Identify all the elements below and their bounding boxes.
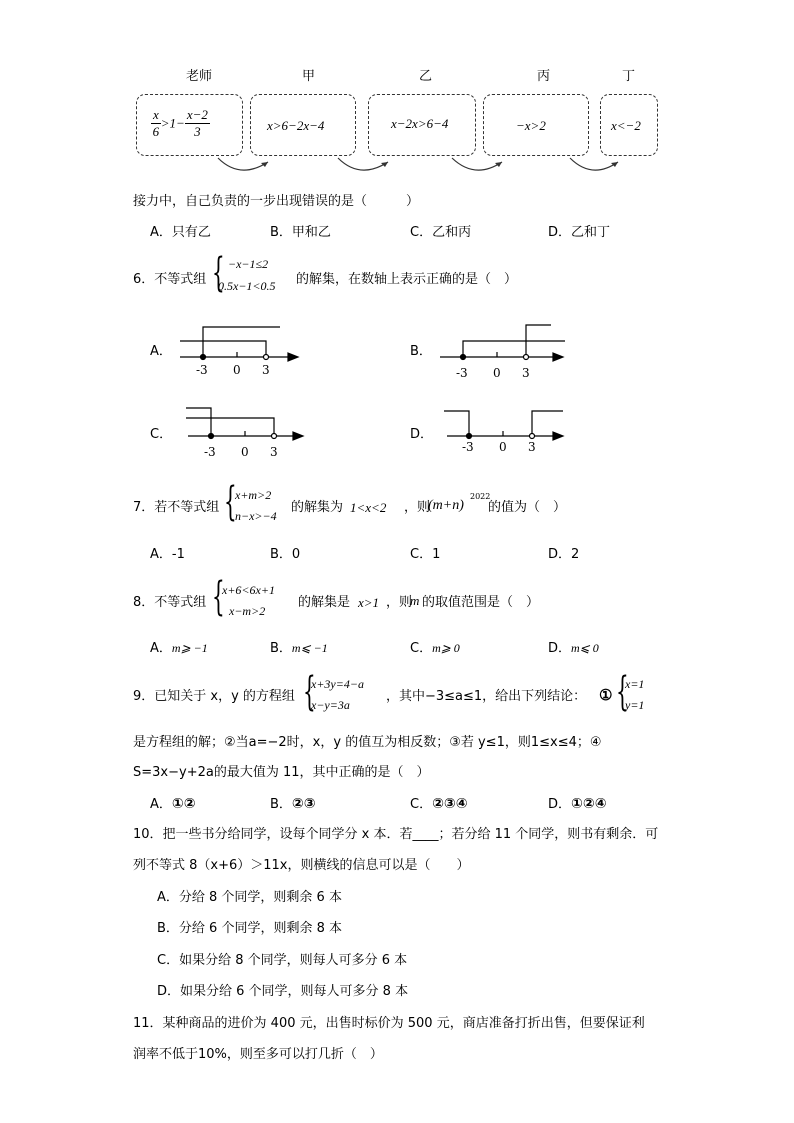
q6-option-b-label[interactable]: B． [410,344,432,359]
q8-option-c-label: C． [410,641,433,656]
q5-option-d[interactable]: D．乙和丁 [548,225,611,240]
tick-c-neg3: -3 [204,445,216,459]
q8-option-a-label: A． [150,641,172,656]
q7-brace: { [224,479,237,525]
frac-b-num: x−2 [186,107,208,122]
relay-name-jia: 甲 [302,69,316,84]
q7-exponent: 2022 [470,492,491,501]
q8-sys-1: x+6<6x+1 [222,583,275,597]
q8-sol: x>1 [358,595,380,610]
q8-mid: 的解集是 [298,595,351,610]
relay-arrows [0,0,794,200]
q9-sys2-1: x=1 [625,677,645,691]
q9-brace: { [303,669,316,715]
tick-b-neg3: -3 [456,366,468,380]
q8-sys-2: x−m>2 [229,604,266,618]
q7-suffix: 的值为（ ） [488,500,567,515]
q6-sys-1: −x−1≤2 [228,257,269,271]
q10-option-b[interactable]: B．分给 6 个同学，则剩余 8 本 [157,921,342,936]
relay-arrow-4 [570,158,618,170]
number-line-b [440,325,565,361]
relay-arrow-2 [338,158,388,170]
q9-option-d-label: D． [548,797,572,812]
number-line-d [444,411,563,440]
q6-prefix: 6．不等式组 [133,272,207,287]
q9-line2: 是方程组的解；②当a=−2时，x，y 的值互为相反数；③若 y≤1，则1≤x≤4；④ [133,735,602,750]
q8-option-a-math: m⩾ −1 [171,641,208,655]
q9-option-c-label: C． [410,797,433,812]
q9-option-a[interactable] [150,797,196,811]
relay-arrow-3 [452,158,502,170]
q7-option-b[interactable]: B．0 [270,547,301,562]
q11-line1: 11．某种商品的进价为 400 元，出售时标价为 500 元，商店准备打折出售，但要保证利 [133,1016,645,1031]
q6-number-lines [0,310,794,470]
q8-option-c[interactable] [410,642,460,655]
q7-option-a[interactable]: A．-1 [150,547,185,562]
q10-line2: 列不等式 8（x+6）＞11x，则横线的信息可以是（ ） [133,858,470,873]
q10-line1: 10．把一些书分给同学，设每个同学分 x 本．若____；若分给 11 个同学，则书有剩余．可 [133,827,659,842]
tick-c-0: 0 [241,445,249,459]
q6-suffix: 的解集，在数轴上表示正确的是（ ） [296,272,518,287]
q10-option-c[interactable]: C．如果分给 8 个同学，则每人可多分 6 本 [157,953,408,968]
q7-option-c[interactable]: C．1 [410,547,441,562]
q6-option-d-label[interactable]: D． [410,427,434,442]
q8-brace: { [212,574,225,620]
q5-option-b[interactable]: B．甲和乙 [270,225,331,240]
q6-brace: { [212,250,225,296]
q8-var: m [410,593,420,608]
q8-option-b-label: B． [270,641,292,656]
q9-brace-2: { [616,669,629,715]
q8-option-d-math: m⩽ 0 [571,641,599,655]
q9-option-b-marks: ②③ [291,796,316,812]
q7-range: 1<x<2 [350,500,387,515]
q8-then: ，则 [386,595,413,610]
number-line-a [180,327,298,361]
q9-option-a-label: A． [150,797,172,812]
q7-expr: (m+n) [428,498,464,513]
q6-option-c-label[interactable]: C． [150,427,173,442]
q8-prefix: 8．不等式组 [133,595,207,610]
relay-name-bing: 丙 [537,69,551,84]
q9-option-b-label: B． [270,797,292,812]
teacher-mid: >1− [160,115,185,131]
q5-option-c[interactable]: C．乙和丙 [410,225,472,240]
q6-option-a-label[interactable]: A． [150,344,172,359]
q8-option-b-math: m⩽ −1 [291,641,328,655]
q9-sys2-2: y=1 [625,698,645,712]
tick-a-neg3: -3 [196,363,208,377]
q6-sys-2: 0.5x−1<0.5 [218,279,276,293]
expr-ding: x<−2 [611,118,641,133]
frac-a-den: 6 [152,124,160,139]
tick-c-3: 3 [270,445,278,459]
q8-option-d-label: D． [548,641,572,656]
q5-stem: 接力中，自己负责的一步出现错误的是（ ） [133,194,420,209]
tick-d-neg3: -3 [462,440,474,454]
q9-line3: S=3x−y+2a的最大值为 11，其中正确的是（ ） [133,765,430,780]
q7-sys-1: x+m>2 [235,488,272,502]
q7-option-d[interactable]: D．2 [548,547,580,562]
tick-d-0: 0 [499,440,507,454]
q7-sys-2: n−x>−4 [235,509,277,523]
q9-sys-1: x+3y=4−a [311,677,364,691]
q9-sys-2: x−y=3a [311,698,350,712]
q10-option-d[interactable]: D．如果分给 6 个同学，则每人可多分 8 本 [157,984,409,999]
q8-option-b[interactable] [270,642,328,655]
frac-b-den: 3 [194,124,201,139]
number-line-c [186,408,303,440]
relay-name-teacher: 老师 [186,69,213,84]
frac-a-num: x [153,107,159,122]
q9-c1: ① [599,686,613,704]
relay-name-yi: 乙 [419,69,433,84]
tick-a-0: 0 [233,363,241,377]
relay-name-ding: 丁 [622,69,636,84]
q5-option-a[interactable]: A．只有乙 [150,225,211,240]
expr-jia: x>6−2x−4 [267,118,325,133]
q9-option-a-marks: ①② [171,796,196,812]
q9-option-c-marks: ②③④ [432,796,468,812]
q8-option-a[interactable] [150,642,208,655]
q7-mid: 的解集为 [291,500,344,515]
q8-option-c-math: m⩾ 0 [432,641,460,655]
q9-mid: ，其中−3≤a≤1，给出下列结论： [386,689,587,704]
q8-suffix: 的取值范围是（ ） [422,595,540,610]
expr-yi: x−2x>6−4 [391,116,449,131]
relay-arrow-1 [218,158,268,170]
q10-option-a[interactable]: A．分给 8 个同学，则剩余 6 本 [157,890,342,905]
q11-line2: 润率不低于10%，则至多可以打几折（ ） [133,1047,383,1062]
q9-prefix: 9．已知关于 x，y 的方程组 [133,689,295,704]
tick-b-3: 3 [522,366,530,380]
tick-d-3: 3 [528,440,536,454]
expr-bing: −x>2 [516,118,546,133]
q9-option-d[interactable] [548,797,607,811]
q9-option-b[interactable] [270,797,316,811]
q9-option-c[interactable] [410,797,468,811]
q7-then: ，则 [404,500,431,515]
q7-prefix: 7．若不等式组 [133,500,220,515]
tick-b-0: 0 [493,366,501,380]
tick-a-3: 3 [262,363,270,377]
q8-option-d[interactable] [548,642,599,655]
q9-option-d-marks: ①②④ [571,796,607,812]
